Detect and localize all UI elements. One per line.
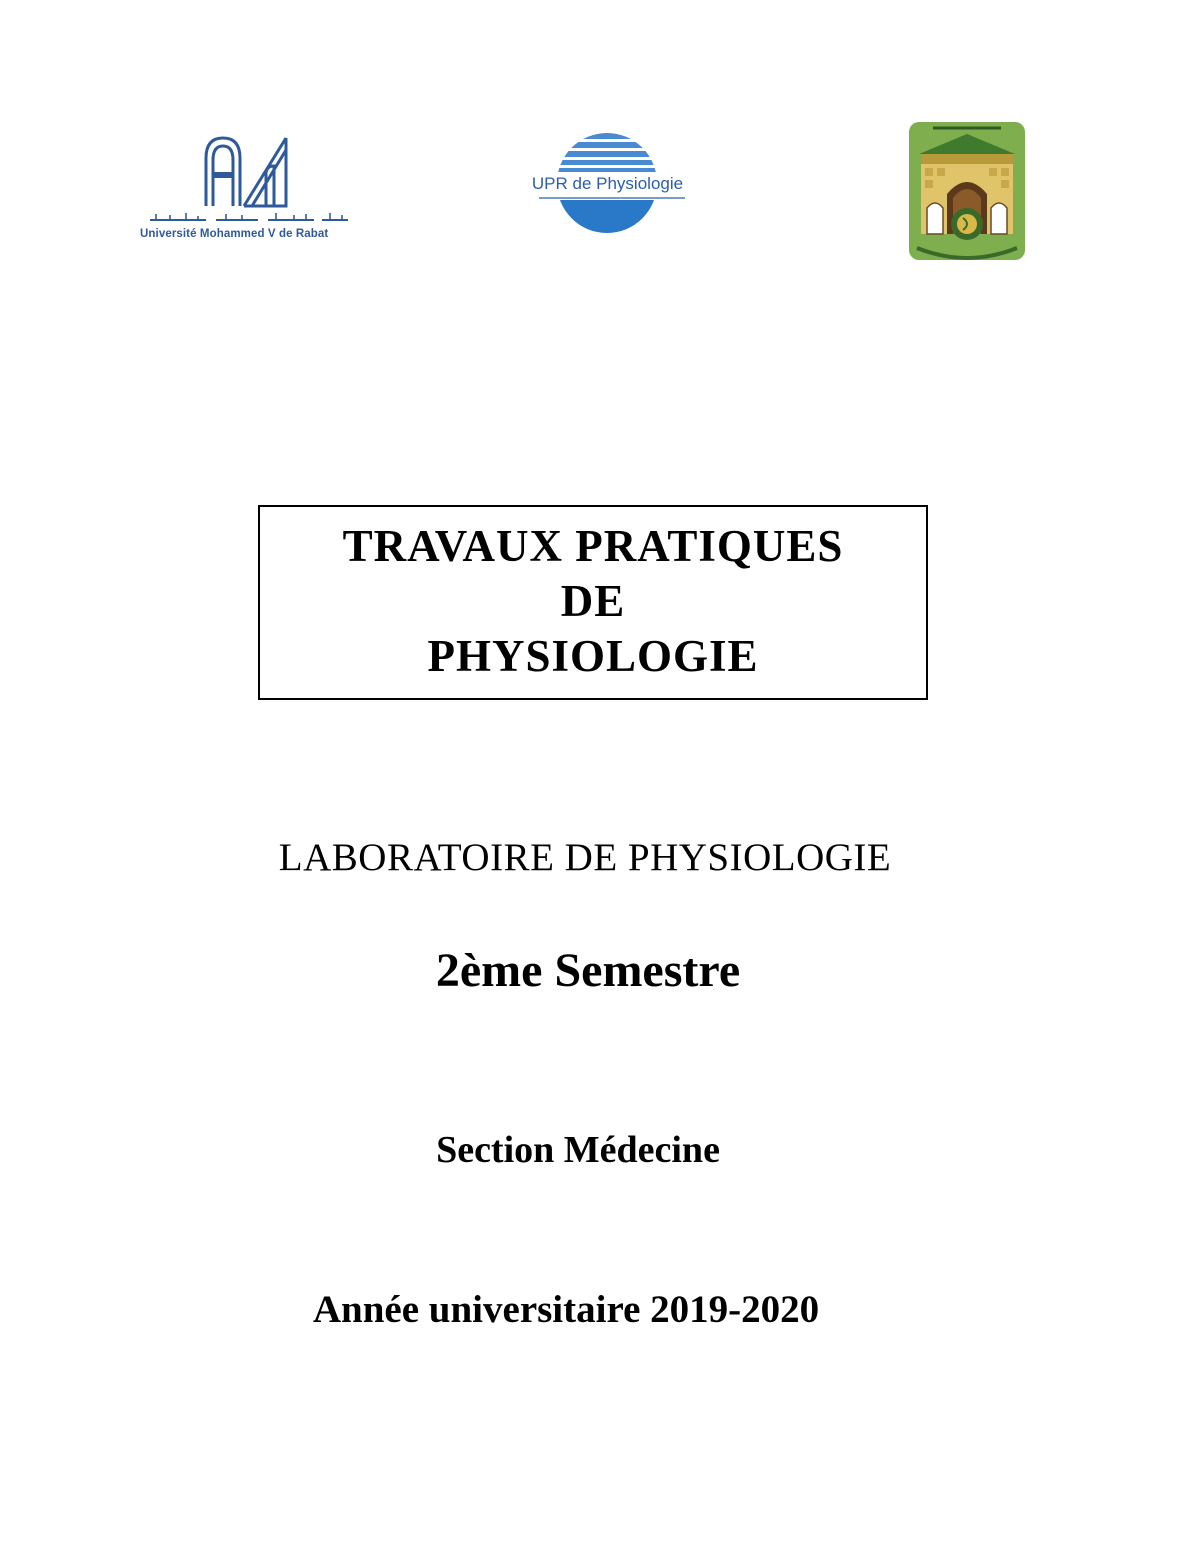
title-line-2: DE — [560, 576, 626, 626]
semester: 2ème Semestre — [435, 944, 741, 997]
upr-label: UPR de Physiologie — [531, 174, 684, 193]
mosque-gate-icon — [903, 112, 1031, 268]
section-name: Section Médecine — [436, 1129, 720, 1171]
academic-year: Année universitaire 2019-2020 — [312, 1288, 820, 1331]
faculty-medicine-emblem — [903, 112, 1031, 268]
laboratory-name: LABORATOIRE DE PHYSIOLOGIE — [278, 836, 892, 879]
university-mohammed-v-logo — [140, 128, 355, 250]
um5-name: Université Mohammed V de Rabat — [140, 228, 329, 240]
title-box — [258, 505, 928, 700]
upr-physiologie-logo — [515, 128, 700, 238]
um5-arabic-name — [146, 210, 351, 222]
title-line-3: PHYSIOLOGIE — [427, 631, 759, 681]
title-line-1: TRAVAUX PRATIQUES — [342, 521, 844, 571]
